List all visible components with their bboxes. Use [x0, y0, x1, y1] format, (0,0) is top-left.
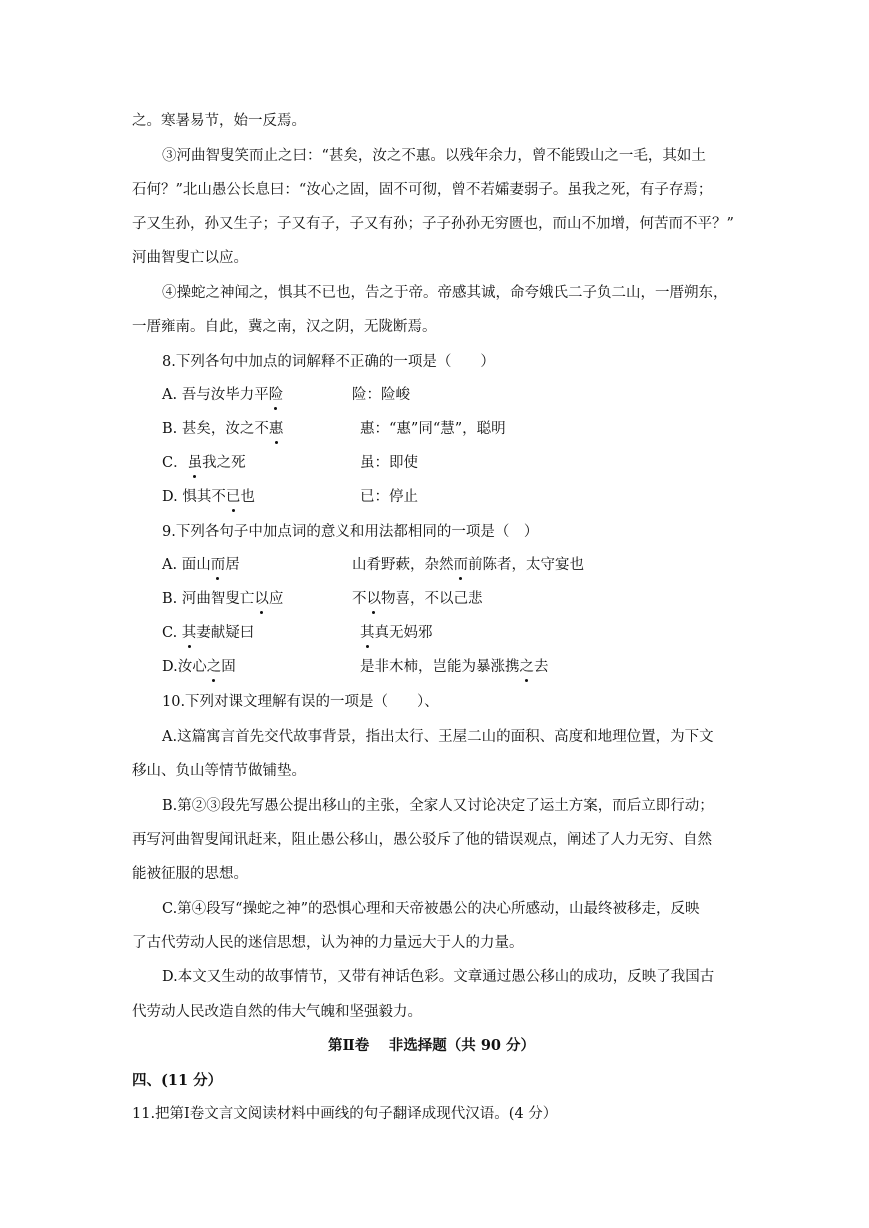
emphasis-dot-char: 之: [519, 659, 534, 675]
text-line: 之。寒暑易节，始一反焉。: [132, 113, 306, 129]
q10-option-c: C.第④段写“操蛇之神”的恐惧心理和天帝被愚公的决心所感动，山最终被移走，反映: [162, 901, 700, 917]
question-8-stem: 8.下列各句中加点的词解释不正确的一项是（ ）: [162, 354, 495, 370]
emphasis-dot-char: 而: [453, 557, 468, 573]
q9-compare-c: 其真无妈邪: [360, 625, 433, 641]
emphasis-dot-char: 险: [268, 387, 284, 403]
section-title: 第Ⅱ卷 非选择题（共 90 分）: [328, 1037, 536, 1054]
q8-answer-b: 惠：“惠”同“慧”，聪明: [360, 421, 506, 437]
q8-answer-a: 险：险峻: [352, 387, 410, 403]
text-line: ③河曲智叟笑而止之曰：“甚矣，汝之不惠。以残年余力，曾不能毁山之一毛，其如土: [162, 148, 706, 164]
q10-option-a-cont: 移山、负山等情节做铺垫。: [132, 763, 306, 779]
q8-answer-d: 已：停止: [360, 489, 418, 505]
q9-option-d: D.汝心之固: [162, 659, 236, 675]
question-10-stem: 10.下列对课文理解有误的一项是（ ）、: [162, 694, 439, 710]
q10-option-b-cont: 再写河曲智叟闻讯赶来，阻止愚公移山，愚公驳斥了他的错误观点，阐述了人力无穷、自然: [132, 832, 712, 848]
q10-option-a: A.这篇寓言首先交代故事背景，指出太行、王屋二山的面积、高度和地理位置，为下文: [162, 729, 714, 745]
q9-compare-d: 是非木柿，岂能为暴涨携之去: [360, 659, 549, 675]
q9-option-c: C. 其妻献疑曰: [162, 625, 255, 641]
q10-option-d-cont: 代劳动人民改造自然的伟大气魄和坚强毅力。: [132, 1004, 422, 1020]
emphasis-dot-char: 虽: [187, 455, 203, 471]
part-heading: 四、(11 分）: [132, 1072, 223, 1089]
emphasis-dot-char: 已: [225, 489, 241, 505]
q8-option-a: A. 吾与汝毕力平险: [162, 387, 284, 403]
emphasis-dot-char: 以: [254, 591, 269, 607]
q9-option-b: B. 河曲智叟亡以应: [162, 591, 284, 607]
q9-option-a: A. 面山而居: [162, 557, 240, 573]
emphasis-dot-char: 以: [366, 591, 381, 607]
emphasis-dot-char: 而: [210, 557, 226, 573]
text-line: 子又生孙，孙又生子；子又有子，子又有孙；子子孙孙无穷匮也，而山不加增，何苦而不平？”: [132, 216, 734, 232]
q10-option-d: D.本文又生动的故事情节，又带有神话色彩。文章通过愚公移山的成功，反映了我国古: [162, 969, 715, 985]
q8-option-b: B. 甚矣，汝之不惠: [162, 421, 284, 437]
q8-option-c: C．虽我之死: [162, 455, 246, 471]
question-9-stem: 9.下列各句子中加点词的意义和用法都相同的一项是（ ）: [162, 524, 539, 540]
q10-option-b: B.第②③段先写愚公提出移山的主张，全家人又讨论决定了运土方案，而后立即行动；: [162, 798, 714, 814]
q8-option-d: D. 惧其不已也: [162, 489, 255, 505]
emphasis-dot-char: 之: [206, 659, 222, 675]
q9-compare-a: 山肴野蔌，杂然而前陈者，太守宴也: [352, 557, 584, 573]
text-line: 石何？”北山愚公长息曰：“汝心之固，固不可彻，曾不若孀妻弱子。虽我之死，有子存焉；: [132, 182, 713, 198]
text-line: 一厝雍南。自此，冀之南，汉之阴，无陇断焉。: [132, 319, 437, 335]
question-11-stem: 11.把第Ⅰ卷文言文阅读材料中画线的句子翻译成现代汉语。(4 分）: [132, 1106, 558, 1122]
q10-option-b-cont: 能被征服的思想。: [132, 866, 248, 882]
emphasis-dot-char: 惠: [268, 421, 284, 437]
q9-compare-b: 不以物喜，不以己悲: [352, 591, 483, 607]
text-line: ④操蛇之神闻之，惧其不已也，告之于帝。帝感其诚，命夸娥氏二子负二山，一厝朔东，: [162, 285, 728, 301]
emphasis-dot-char: 其: [181, 625, 197, 641]
q8-answer-c: 虽：即使: [360, 455, 418, 471]
text-line: 河曲智叟亡以应。: [132, 250, 248, 266]
q10-option-c-cont: 了古代劳动人民的迷信思想，认为神的力量远大于人的力量。: [132, 935, 524, 951]
emphasis-dot-char: 其: [360, 625, 375, 641]
